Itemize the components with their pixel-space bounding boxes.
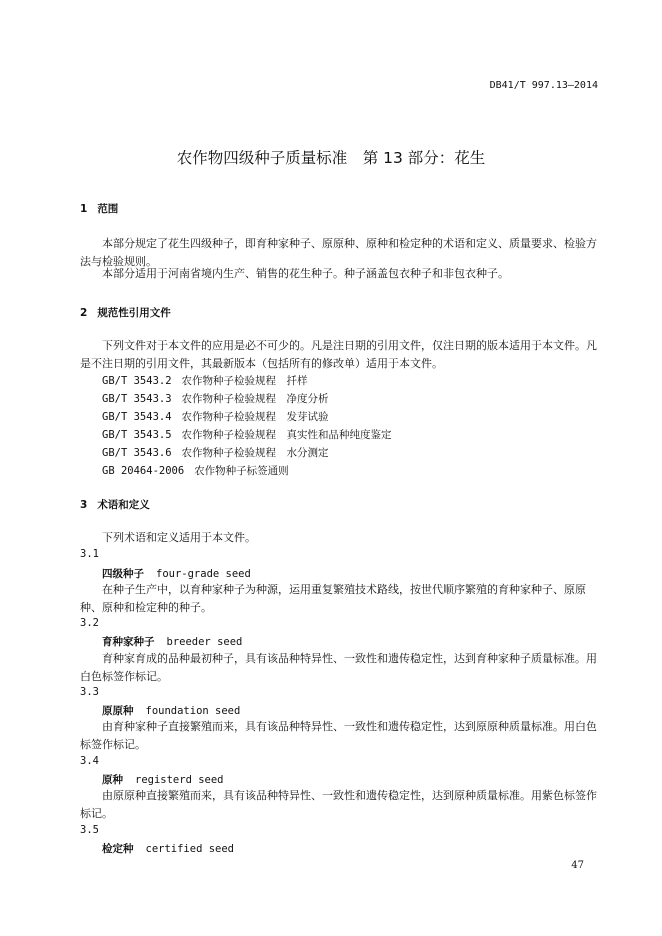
section-1-paragraph-2: 本部分适用于河南省境内生产、销售的花生种子。种子涵盖包衣种子和非包衣种子。 <box>102 267 509 280</box>
section-number: 2 <box>80 307 88 319</box>
term-heading: 四级种子 four-grade seed <box>102 568 251 580</box>
section-number: 1 <box>80 203 88 215</box>
section-title: 术语和定义 <box>97 499 150 511</box>
term-definition: 由原原种直接繁殖而来，具有该品种特异性、一致性和遗传稳定性，达到原种质量标准。用紫色标签作标记。 <box>80 789 597 821</box>
section-number: 3 <box>80 499 88 511</box>
section-title: 规范性引用文件 <box>97 307 171 319</box>
reference-item: GB/T 3543.4 农作物种子检验规程 发芽试验 <box>102 411 329 423</box>
section-1-paragraph-1: 本部分规定了花生四级种子，即育种家种子、原原种、原种和检定种的术语和定义、质量要求、检验方法与检验规则。 <box>80 237 597 269</box>
term-heading: 原种 registerd seed <box>102 774 224 786</box>
term-number: 3.5 <box>80 824 99 836</box>
term-heading: 检定种 certified seed <box>102 843 235 855</box>
term-heading: 原原种 foundation seed <box>102 705 241 717</box>
page-number: 47 <box>571 860 584 871</box>
reference-item: GB/T 3543.5 农作物种子检验规程 真实性和品种纯度鉴定 <box>102 429 392 441</box>
term-definition: 育种家育成的品种最初种子，具有该品种特异性、一致性和遗传稳定性，达到育种家种子质量标准。用白色标签作标记。 <box>80 652 597 684</box>
term-definition: 由育种家种子直接繁殖而来，具有该品种特异性、一致性和遗传稳定性，达到原原种质量标准。用白色标签作标记。 <box>80 720 597 752</box>
document-title: 农作物四级种子质量标准 第 13 部分：花生 <box>176 149 486 167</box>
reference-item: GB 20464-2006 农作物种子标签通则 <box>102 465 289 477</box>
term-number: 3.4 <box>80 755 99 767</box>
term-number: 3.1 <box>80 548 99 560</box>
reference-item: GB/T 3543.2 农作物种子检验规程 扦样 <box>102 375 308 387</box>
section-1-heading <box>80 201 118 216</box>
section-3-intro: 下列术语和定义适用于本文件。 <box>102 531 256 544</box>
section-title: 范围 <box>97 203 119 215</box>
section-2-paragraph-1: 下列文件对于本文件的应用是必不可少的。凡是注日期的引用文件，仅注日期的版本适用于本文件。凡是不注日期的引用文件，其最新版本（包括所有的修改单）适用于本文件。 <box>80 339 597 371</box>
term-definition: 在种子生产中，以育种家种子为种源，运用重复繁殖技术路线，按世代顺序繁殖的育种家种子、原原种、原种和检定种的种子。 <box>80 583 586 615</box>
term-heading: 育种家种子 breeder seed <box>102 636 243 648</box>
standard-code-header: DB41/T 997.13—2014 <box>489 80 598 91</box>
term-number: 3.2 <box>80 617 99 629</box>
section-2-heading <box>80 305 171 320</box>
reference-item: GB/T 3543.6 农作物种子检验规程 水分测定 <box>102 447 329 459</box>
reference-item: GB/T 3543.3 农作物种子检验规程 净度分析 <box>102 393 329 405</box>
section-3-heading <box>80 497 150 512</box>
term-number: 3.3 <box>80 686 99 698</box>
